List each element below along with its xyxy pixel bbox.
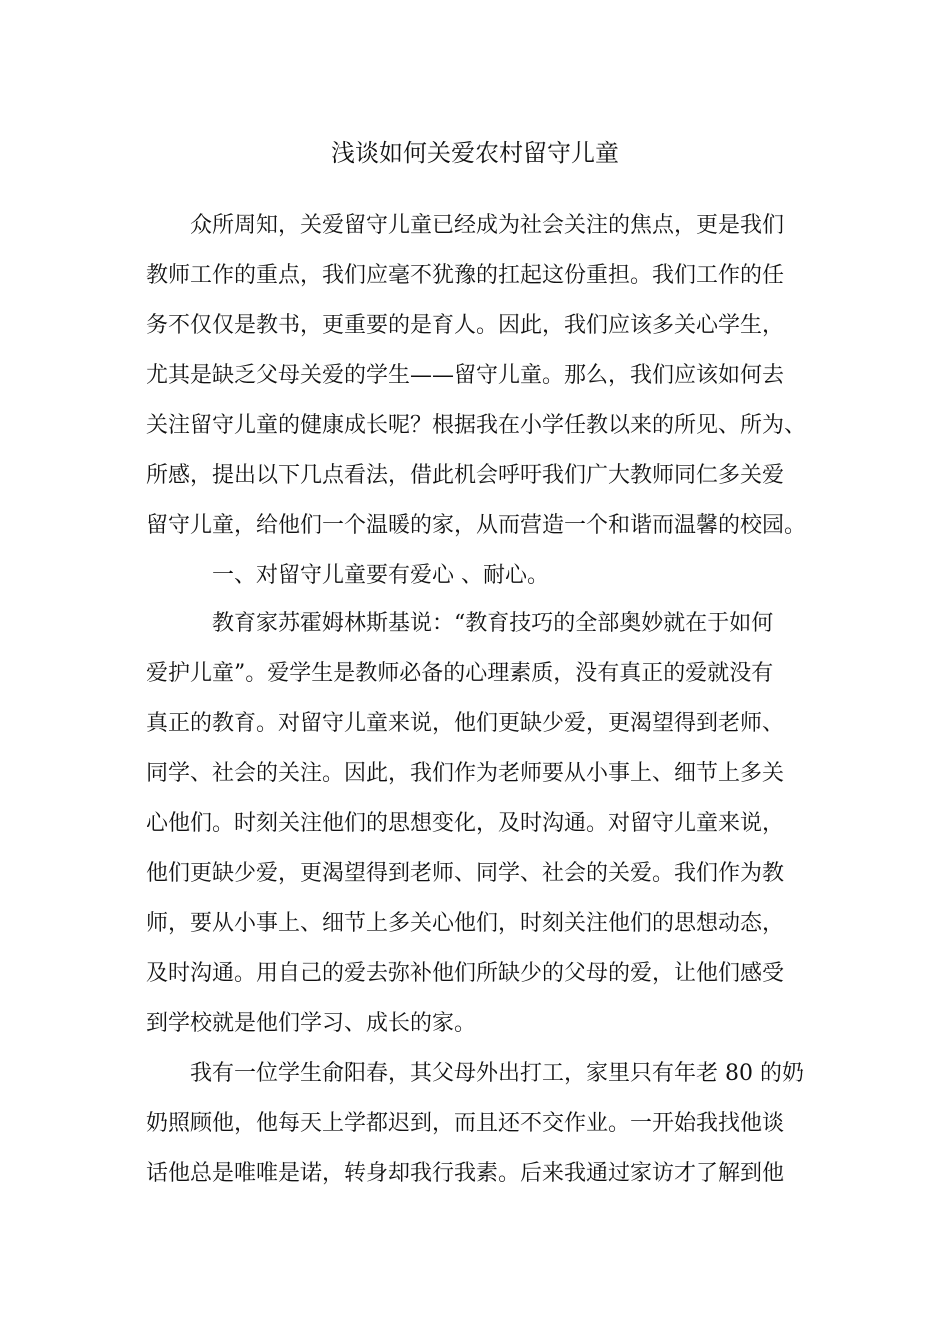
paragraph-1-line-3: 务不仅仅是教书，更重要的是育人。因此，我们应该多关心学生， <box>146 313 785 338</box>
paragraph-4-line-2: 奶照顾他，他每天上学都迟到，而且还不交作业。一开始我找他谈 <box>146 1111 785 1136</box>
paragraph-1-line-4: 尤其是缺乏父母关爱的学生——留守儿童。那么，我们应该如何去 <box>146 363 785 388</box>
paragraph-1-line-6: 所感，提出以下几点看法，借此机会呼吁我们广大教师同仁多关爱 <box>146 463 785 488</box>
paragraph-3-line-8: 及时沟通。用自己的爱去弥补他们所缺少的父母的爱，让他们感受 <box>146 961 785 986</box>
paragraph-1-line-5: 关注留守儿童的健康成长呢？根据我在小学任教以来的所见、所为、 <box>146 413 807 438</box>
document-title: 浅谈如何关爱农村留守儿童 <box>331 139 619 167</box>
paragraph-4-line-3: 话他总是唯唯是诺，转身却我行我素。后来我通过家访才了解到他 <box>146 1161 785 1186</box>
paragraph-3-line-9: 到学校就是他们学习、成长的家。 <box>146 1011 477 1036</box>
paragraph-1-line-1: 众所周知，关爱留守儿童已经成为社会关注的焦点，更是我们 <box>190 213 785 238</box>
paragraph-3-line-5: 心他们。时刻关注他们的思想变化，及时沟通。对留守儿童来说， <box>146 811 785 836</box>
paragraph-1-line-2: 教师工作的重点，我们应毫不犹豫的扛起这份重担。我们工作的任 <box>146 263 785 288</box>
paragraph-3-line-1: 教育家苏霍姆林斯基说：“教育技巧的全部奥妙就在于如何 <box>212 611 774 636</box>
paragraph-3-line-4: 同学、社会的关注。因此，我们作为老师要从小事上、细节上多关 <box>146 761 785 786</box>
paragraph-3-line-2: 爱护儿童”。爱学生是教师必备的心理素质，没有真正的爱就没有 <box>146 661 774 686</box>
paragraph-4-line-1: 我有一位学生俞阳春，其父母外出打工，家里只有年老 80 的奶 <box>190 1061 804 1086</box>
section-heading-1: 一、对留守儿童要有爱心 、耐心。 <box>212 563 549 588</box>
paragraph-3-line-6: 他们更缺少爱，更渴望得到老师、同学、社会的关爱。我们作为教 <box>146 861 785 886</box>
paragraph-1-line-7: 留守儿童，给他们一个温暖的家，从而营造一个和谐而温馨的校园。 <box>146 513 807 538</box>
paragraph-3-line-7: 师，要从小事上、细节上多关心他们，时刻关注他们的思想动态， <box>146 911 785 936</box>
paragraph-3-line-3: 真正的教育。对留守儿童来说，他们更缺少爱，更渴望得到老师、 <box>146 711 785 736</box>
